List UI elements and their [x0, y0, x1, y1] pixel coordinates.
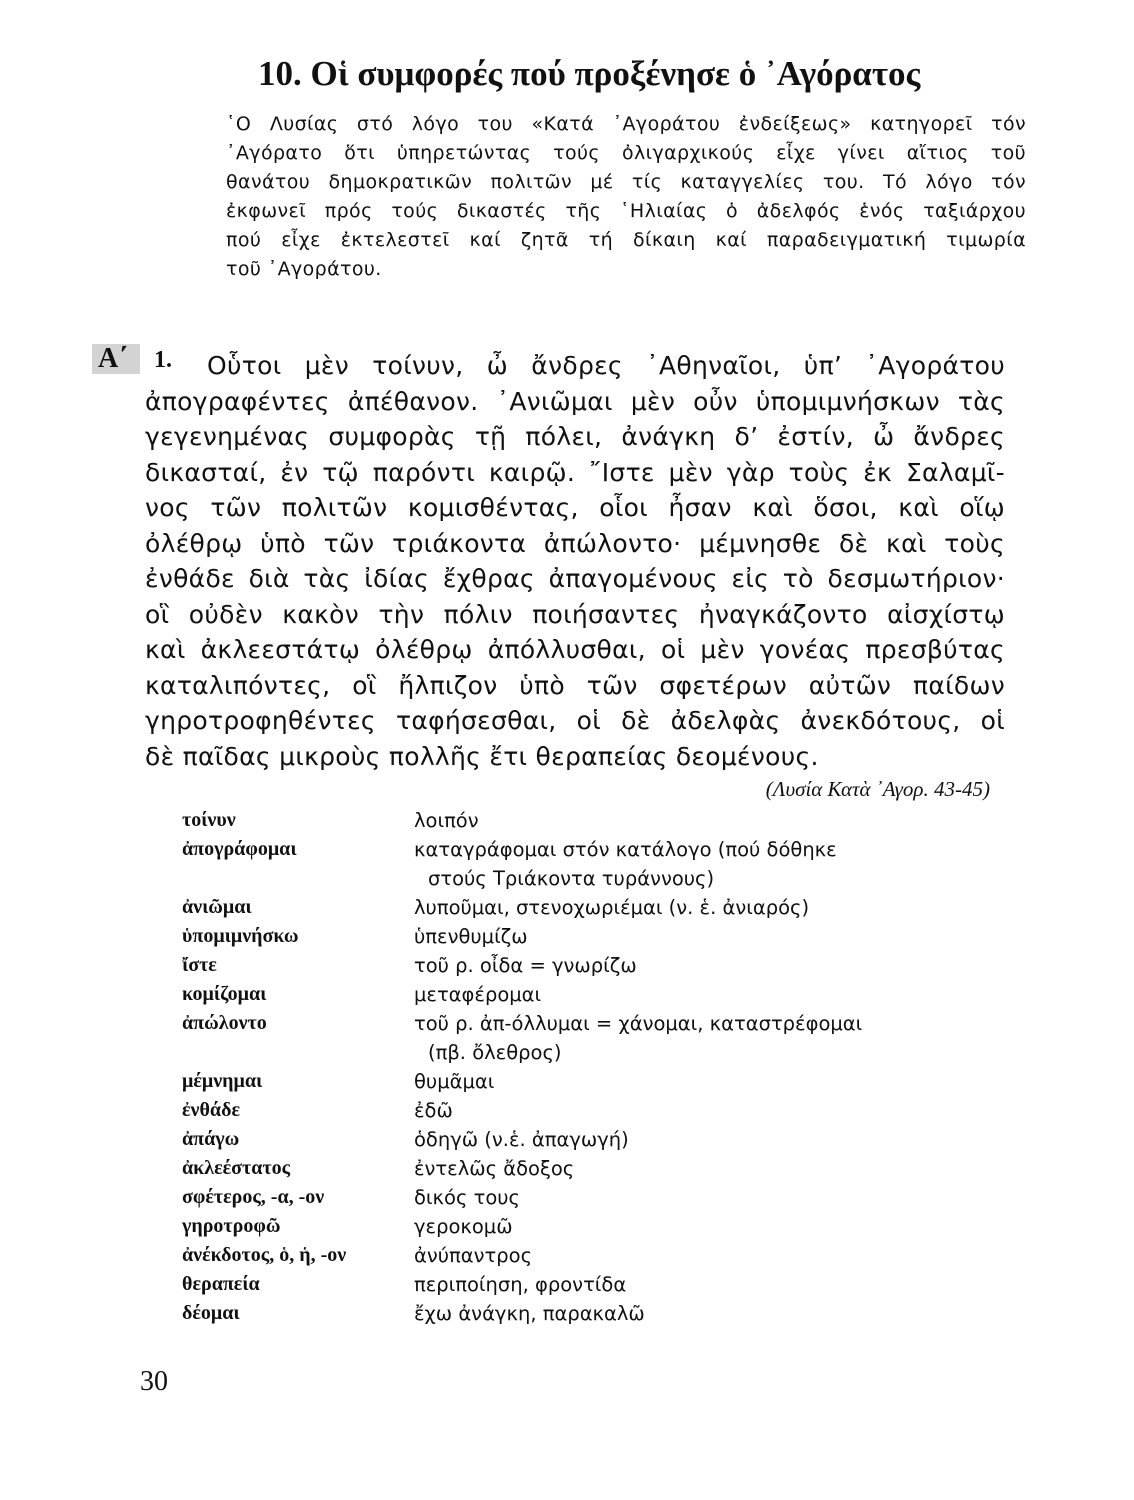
glossary-row: [182, 806, 982, 835]
glossary-term: ἀπάγω: [182, 1128, 240, 1150]
ancient-text: [145, 348, 1005, 774]
glossary-definition: ἔχω ἀνάγκη, παρακαλῶ: [414, 1302, 645, 1325]
intro-line: ῾Ο Λυσίας στό λόγο του «Κατά ᾿Αγοράτου ἐνδείξεως» κατηγορεῖ τόν: [226, 113, 1026, 135]
intro-line: ᾿Αγόρατο ὅτι ὑπηρετώντας τούς ὀλιγαρχικούς εἶχε γίνει αἴτιος τοῦ: [226, 142, 1026, 164]
glossary-row: [182, 1183, 982, 1212]
glossary-term: ἀπώλοντο: [182, 1012, 267, 1034]
text-line: ἐνθάδε διὰ τὰς ἰδίας ἔχθρας ἀπαγομένους εἰς τὸ δεσμωτήριον·: [145, 564, 1005, 593]
glossary-term: σφέτερος, -α, -ον: [182, 1186, 325, 1208]
intro-line: θανάτου δημοκρατικῶν πολιτῶν μέ τίς καταγγελίες του. Τό λόγο τόν: [226, 171, 1026, 193]
glossary-definition: καταγράφομαι στόν κατάλογο (πού δόθηκε: [414, 838, 837, 861]
glossary-term: θεραπεία: [182, 1273, 260, 1295]
text-line: δικασταί, ἐν τῷ παρόντι καιρῷ. ῎Ιστε μὲν γὰρ τοὺς ἐκ Σαλαμῖ-: [145, 457, 1005, 487]
glossary-term: μέμνημαι: [182, 1070, 263, 1092]
glossary-definition: τοῦ ρ. ἀπ-όλλυμαι = χάνομαι, καταστρέφομαι: [414, 1012, 863, 1035]
citation: (Λυσία Κατὰ ᾿Αγορ. 43-45): [765, 777, 990, 801]
glossary-row: [182, 1154, 982, 1183]
glossary-term: ἀκλεέστατος: [182, 1157, 291, 1179]
glossary-definition: ἀνύπαντρος: [414, 1244, 533, 1267]
text-line: ἀπογραφέντες ἀπέθανον. ᾿Ανιῶμαι μὲν οὖν ὑπομιμνήσκων τὰς: [145, 386, 1005, 416]
glossary-term: ὑπομιμνήσκω: [182, 925, 299, 947]
text-line: γηροτροφηθέντες ταφήσεσθαι, οἱ δὲ ἀδελφὰς ἀνεκδότους, οἱ: [145, 706, 1005, 735]
text-line: οἳ οὐδὲν κακὸν τὴν πόλιν ποιήσαντες ἠναγκάζοντο αἰσχίστῳ: [145, 599, 1005, 629]
text-line: γεγενημένας συμφορὰς τῇ πόλει, ἀνάγκη δ’ ἐστίν, ὦ ἄνδρες: [145, 422, 1005, 451]
glossary-definition: δικός τους: [414, 1186, 520, 1209]
glossary-term: ἀνέκδοτος, ὁ, ἡ, -ον: [182, 1244, 347, 1266]
glossary-row: [182, 1125, 982, 1154]
text-line: Οὗτοι μὲν τοίνυν, ὦ ἄνδρες ᾿Αθηναῖοι, ὑπ’ ᾿Αγοράτου: [207, 351, 1005, 380]
text-line: καὶ ἀκλεεστάτῳ ὀλέθρῳ ἀπόλλυσθαι, οἱ μὲν γονέας πρεσβύτας: [145, 635, 1005, 664]
glossary-row: [182, 1270, 982, 1299]
glossary-term: δέομαι: [182, 1302, 240, 1324]
glossary-term: τοίνυν: [182, 809, 236, 831]
glossary-row: [182, 951, 982, 980]
glossary-definition: λυποῦμαι, στενοχωριέμαι (ν. ἑ. ἀνιαρός): [414, 896, 810, 919]
glossary-definition: ἐδῶ: [414, 1099, 453, 1122]
glossary-row: [182, 1299, 982, 1328]
glossary-definition: θυμᾶμαι: [414, 1070, 495, 1093]
glossary-term: ἐνθάδε: [182, 1099, 241, 1121]
glossary-row: [182, 1009, 982, 1067]
glossary-term: γηροτροφῶ: [182, 1215, 281, 1237]
glossary-definition: περιποίηση, φροντίδα: [414, 1273, 627, 1296]
glossary-definition: ἐντελῶς ἄδοξος: [414, 1157, 575, 1180]
glossary-definition: τοῦ ρ. οἶδα = γνωρίζω: [414, 954, 637, 977]
glossary-definition: γεροκομῶ: [414, 1215, 513, 1238]
glossary-term: ἀπογράφομαι: [182, 838, 297, 860]
glossary-term: ἴστε: [182, 954, 217, 976]
intro-line: τοῦ ᾿Αγοράτου.: [226, 258, 382, 280]
glossary: [182, 806, 982, 1328]
intro-line: ἐκφωνεῖ πρός τούς δικαστές τῆς ῾Ηλιαίας ὁ ἀδελφός ἑνός ταξιάρχου: [226, 200, 1026, 222]
intro-paragraph: [226, 110, 1026, 284]
page-title: 10. Οἱ συμφορές πού προξένησε ὁ ᾿Αγόρατος: [258, 54, 921, 93]
page-number: 30: [140, 1366, 168, 1397]
text-line: ὀλέθρῳ ὑπὸ τῶν τριάκοντα ἀπώλοντο· μέμνησθε δὲ καὶ τοὺς: [145, 528, 1005, 558]
glossary-definition: ὁδηγῶ (ν.ἑ. ἀπαγωγή): [414, 1128, 629, 1151]
text-line: νος τῶν πολιτῶν κομισθέντας, οἷοι ἦσαν καὶ ὅσοι, καὶ οἵῳ: [145, 493, 1005, 522]
glossary-definition: (πβ. ὄλεθρος): [428, 1041, 562, 1064]
intro-line: πού εἶχε ἐκτελεστεῖ καί ζητᾶ τή δίκαιη καί παραδειγματική τιμωρία: [226, 229, 1026, 251]
paragraph-number: 1.: [154, 347, 172, 373]
glossary-row: [182, 922, 982, 951]
glossary-row: [182, 835, 982, 893]
glossary-row: [182, 1067, 982, 1096]
glossary-row: [182, 893, 982, 922]
glossary-row: [182, 1212, 982, 1241]
glossary-row: [182, 980, 982, 1009]
glossary-term: κομίζομαι: [182, 983, 267, 1005]
glossary-definition: λοιπόν: [414, 809, 479, 832]
glossary-definition: μεταφέρομαι: [414, 983, 542, 1006]
glossary-row: [182, 1096, 982, 1125]
text-line: καταλιπόντες, οἳ ἤλπιζον ὑπὸ τῶν σφετέρων αὐτῶν παίδων: [145, 670, 1005, 700]
glossary-term: ἀνιῶμαι: [182, 896, 252, 918]
text-line: δὲ παῖδας μικροὺς πολλῆς ἔτι θεραπείας δεομένους.: [145, 741, 819, 771]
section-marker: Α΄: [92, 344, 140, 374]
glossary-definition: στούς Τριάκοντα τυράννους): [428, 867, 715, 890]
glossary-definition: ὑπενθυμίζω: [414, 925, 528, 948]
glossary-row: [182, 1241, 982, 1270]
